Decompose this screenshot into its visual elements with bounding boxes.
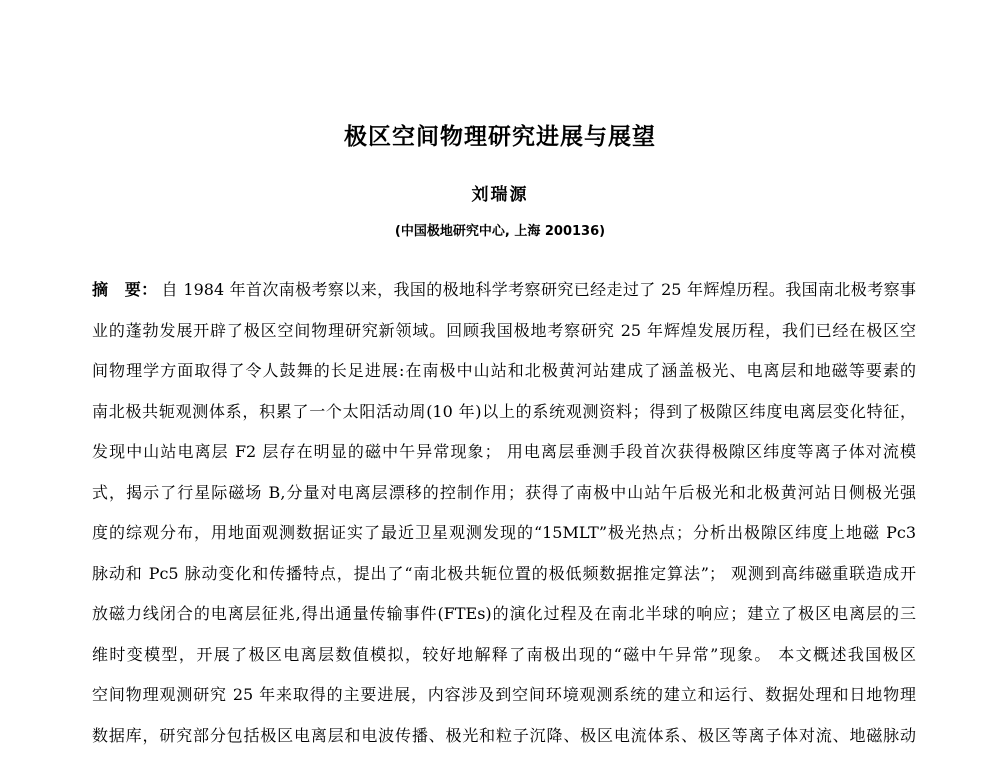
abstract-section <box>92 270 916 756</box>
abstract-label: 摘 要： <box>92 280 158 299</box>
abstract-line: 发现中山站电离层 F2 层存在明显的磁中午异常现象； 用电离层垂测手段首次获得极隙区纬度等离子体对流模 <box>92 442 916 461</box>
abstract-line: 业的蓬勃发展开辟了极区空间物理研究新领域。回顾我国极地考察研究 25 年辉煌发展历程，我们已经在极区空 <box>92 320 916 340</box>
abstract-line: 间物理学方面取得了令人鼓舞的长足进展:在南极中山站和北极黄河站建成了涵盖极光、电离层和地磁等要素的 <box>92 361 916 380</box>
abstract-line: 放磁力线闭合的电离层征兆,得出通量传输事件(FTEs)的演化过程及在南北半球的响应；建立了极区电离层的三 <box>92 604 916 623</box>
abstract-line: 数据库，研究部分包括极区电离层和电波传播、极光和粒子沉降、极区电流体系、极区等离子体对流、地磁脉动 <box>92 725 916 745</box>
abstract-line: 度的综观分布，用地面观测数据证实了最近卫星观测发现的“15MLT”极光热点；分析出极隙区纬度上地磁 Pc3 <box>92 523 916 542</box>
abstract-line: 维时变模型，开展了极区电离层数值模拟，较好地解释了南极出现的“磁中午异常”现象。 本文概述我国极区 <box>92 644 916 664</box>
author-affiliation: (中国极地研究中心, 上海 200136) <box>394 224 606 239</box>
paper-title: 极区空间物理研究进展与展望 <box>344 124 656 150</box>
abstract-line: 式，揭示了行星际磁场 B,分量对电离层漂移的控制作用；获得了南极中山站午后极光和北极黄河站日侧极光强 <box>92 482 916 502</box>
abstract-line: 脉动和 Pc5 脉动变化和传播特点，提出了“南北极共轭位置的极低频数据推定算法”； 观测到高纬磁重联造成开 <box>92 563 916 583</box>
abstract-line: 空间物理观测研究 25 年来取得的主要进展，内容涉及到空间环境观测系统的建立和运行、数据处理和日地物理 <box>92 685 916 704</box>
abstract-line: 南北极共轭观测体系，积累了一个太阳活动周(10 年)以上的系统观测资料；得到了极隙区纬度电离层变化特征， <box>92 401 916 421</box>
abstract-line <box>92 270 916 311</box>
abstract-text: 自 1984 年首次南极考察以来，我国的极地科学考察研究已经走过了 25 年辉煌历程。我国南北极考察事 <box>161 280 916 299</box>
author-name: 刘瑞源 <box>471 185 529 205</box>
